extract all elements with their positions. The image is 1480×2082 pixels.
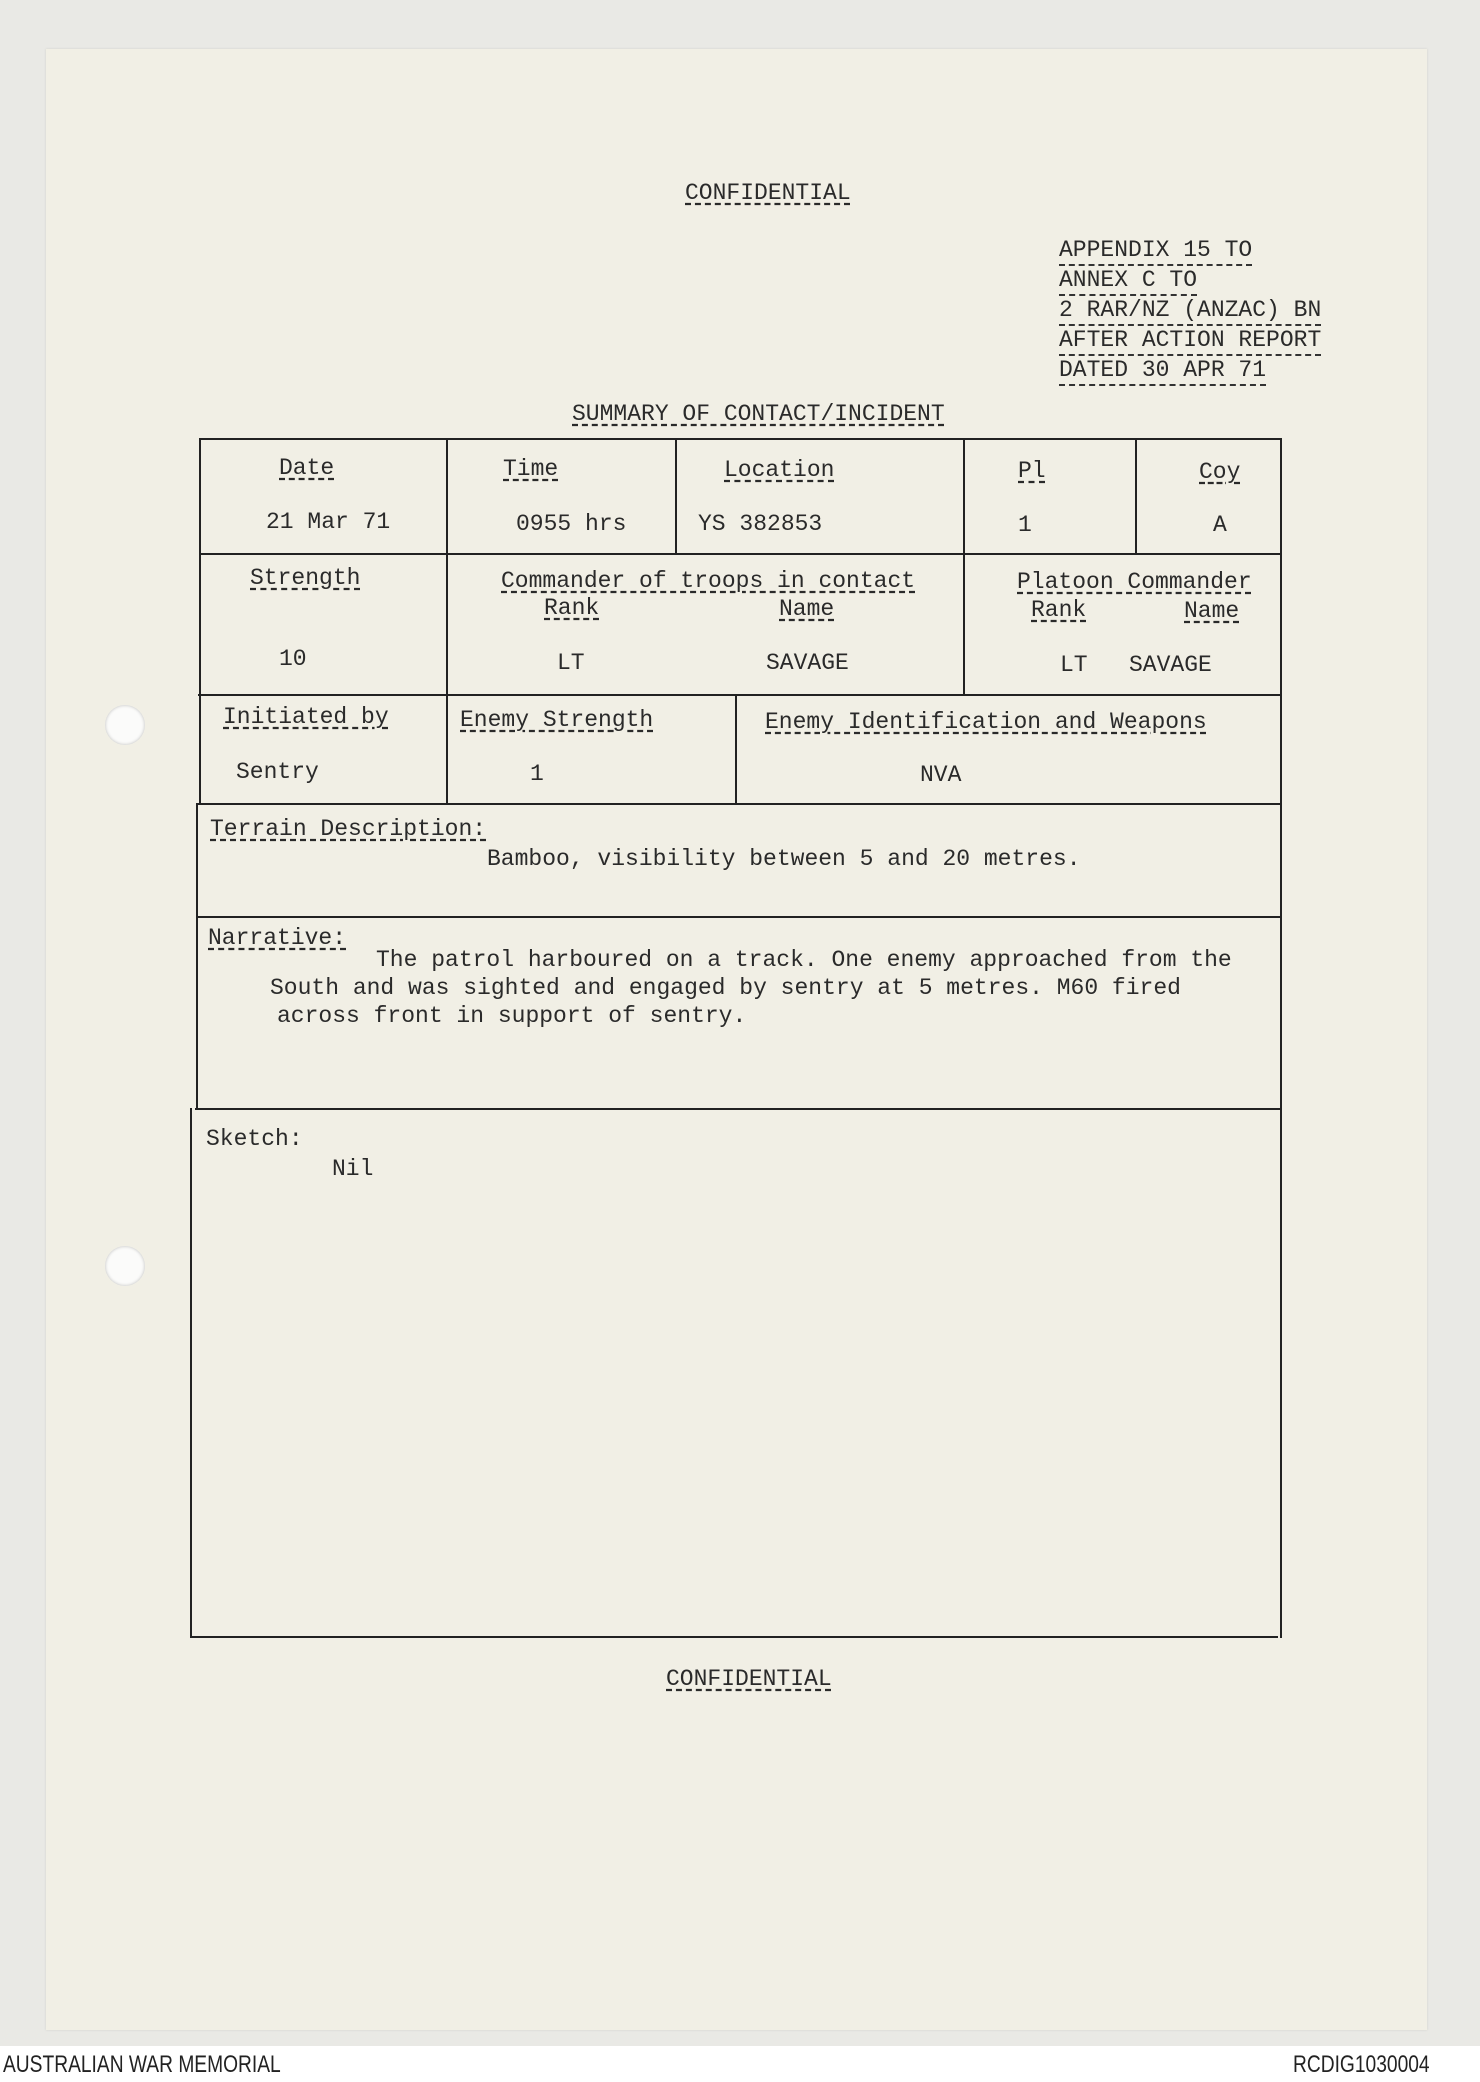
commander-rank: LT <box>557 650 585 676</box>
time-label: Time <box>503 456 559 482</box>
coy-label: Coy <box>1199 459 1241 485</box>
initiated-by-label: Initiated by <box>223 704 389 730</box>
annex-line: DATED 30 APR 71 <box>1059 356 1266 386</box>
pl-label: Pl <box>1018 458 1046 484</box>
pl-value: 1 <box>1018 512 1032 538</box>
narrative-line: South and was sighted and engaged by sentry at 5 metres. M60 fired <box>270 975 1181 1001</box>
platoon-rank: LT <box>1060 652 1088 678</box>
platoon-name-label: Name <box>1184 598 1240 624</box>
date-label: Date <box>279 455 335 481</box>
archive-credit: AUSTRALIAN WAR MEMORIAL <box>3 2051 281 2078</box>
commander-name-label: Name <box>779 596 835 622</box>
commander-rank-label: Rank <box>544 595 600 621</box>
annex-reference <box>1059 236 1321 386</box>
coy-value: A <box>1213 512 1227 538</box>
enemy-strength-label: Enemy Strength <box>460 707 654 733</box>
enemy-strength-value: 1 <box>530 761 544 787</box>
platoon-rank-label: Rank <box>1031 597 1087 623</box>
platoon-name: SAVAGE <box>1129 652 1212 678</box>
punch-hole <box>105 705 145 745</box>
strength-value: 10 <box>279 646 307 672</box>
time-value: 0955 hrs <box>516 511 627 537</box>
enemy-id-value: NVA <box>920 762 962 788</box>
strength-label: Strength <box>250 565 361 591</box>
classification-top: CONFIDENTIAL <box>685 180 851 206</box>
punch-hole <box>105 1246 145 1286</box>
narrative-line: The patrol harboured on a track. One enemy approached from the <box>376 947 1232 973</box>
annex-line: ANNEX C TO <box>1059 266 1197 296</box>
annex-line: AFTER ACTION REPORT <box>1059 326 1321 356</box>
enemy-id-label: Enemy Identification and Weapons <box>765 709 1207 735</box>
classification-bottom: CONFIDENTIAL <box>666 1666 832 1692</box>
narrative-line: across front in support of sentry. <box>277 1003 747 1029</box>
narrative-label: Narrative: <box>208 925 347 951</box>
date-value: 21 Mar 71 <box>266 509 391 535</box>
form-title: SUMMARY OF CONTACT/INCIDENT <box>572 401 945 427</box>
location-label: Location <box>724 457 835 483</box>
sketch-label: Sketch: <box>206 1126 303 1152</box>
commander-name: SAVAGE <box>766 650 849 676</box>
platoon-commander-label: Platoon Commander <box>1017 569 1252 595</box>
terrain-label: Terrain Description: <box>210 816 487 842</box>
archive-id: RCDIG1030004 <box>1293 2051 1430 2078</box>
terrain-text: Bamboo, visibility between 5 and 20 metres. <box>487 846 1081 872</box>
commander-label: Commander of troops in contact <box>501 568 916 594</box>
sketch-text: Nil <box>332 1156 374 1182</box>
initiated-by-value: Sentry <box>236 759 319 785</box>
annex-line: 2 RAR/NZ (ANZAC) BN <box>1059 296 1321 326</box>
annex-line: APPENDIX 15 TO <box>1059 236 1252 266</box>
location-value: YS 382853 <box>698 511 823 537</box>
